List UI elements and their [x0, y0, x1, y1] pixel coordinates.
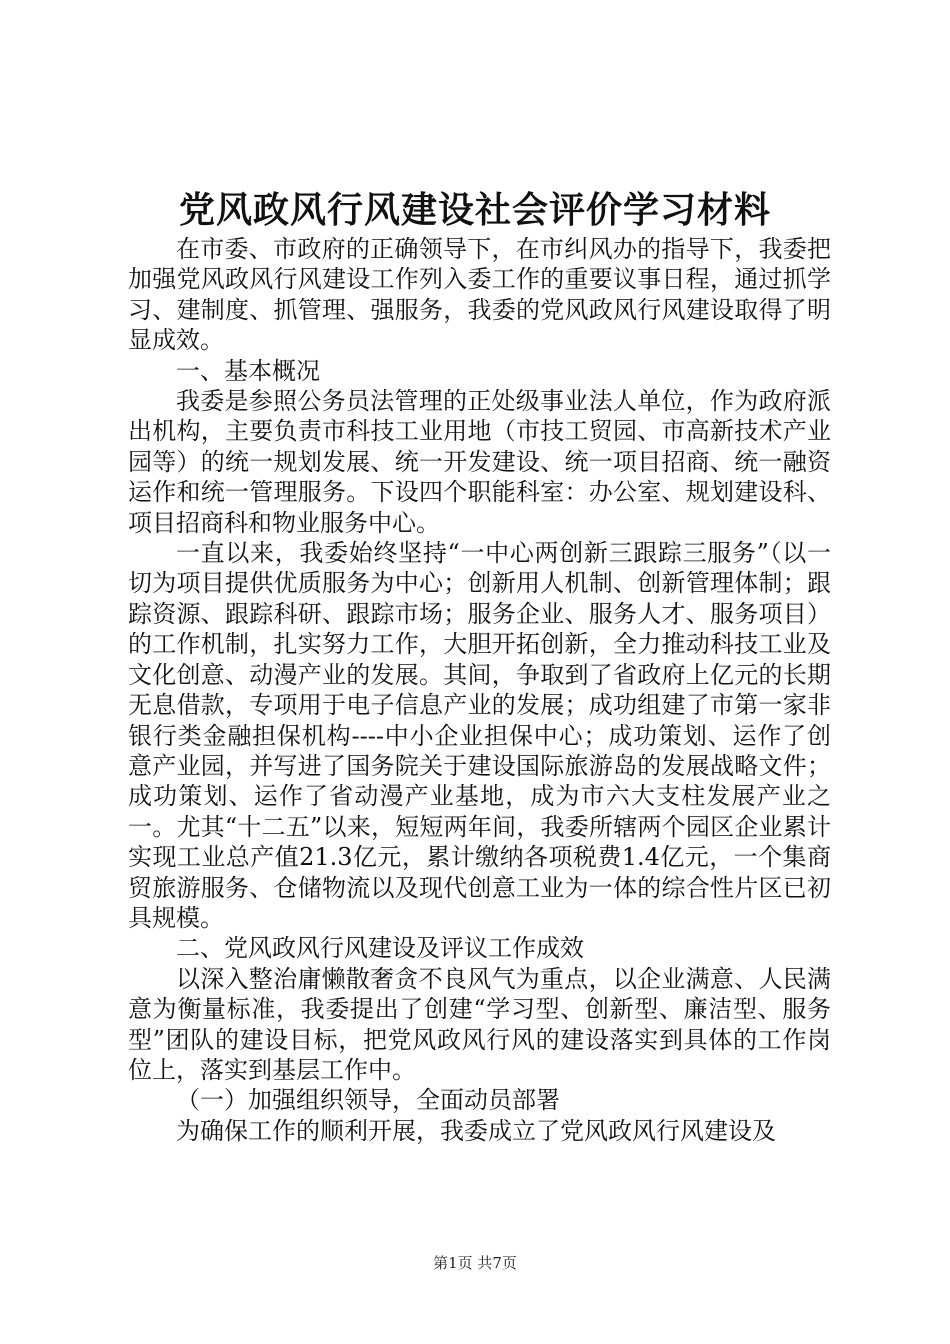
page-number: 第1页 共7页 — [433, 1254, 517, 1272]
paragraph-organization: 为确保工作的顺利开展，我委成立了党风政风行风建设及 — [176, 1116, 776, 1145]
paragraph-overview: 我委是参照公务员法管理的正处级事业法人单位，作为政府派出机构，主要负责市科技工业用地（市技工贸园、市高新技术产业园等）的统一规划发展、统一开发建设、统一项目招商、统一融资运作和统一管理服务。下设四个职能科室：办公室、规划建设科、项目招商科和物业服务中心。 — [128, 387, 831, 537]
section-heading-overview: 一、基本概况 — [176, 356, 320, 385]
section-heading-achievements: 二、党风政风行风建设及评议工作成效 — [176, 934, 584, 963]
document-title: 党风政风行风建设社会评价学习材料 — [178, 189, 771, 231]
document-body — [128, 234, 831, 1146]
subsection-heading-organization: （一）加强组织领导，全面动员部署 — [176, 1086, 560, 1115]
paragraph-work-mechanism: 一直以来，我委始终坚持“一中心两创新三跟踪三服务”（以一切为项目提供优质服务为中心；创新用人机制、创新管理体制；跟踪资源、跟踪科研、跟踪市场；服务企业、服务人才、服务项目）的工作机制，扎实努力工作，大胆开拓创新，全力推动科技工业及文化创意、动漫产业的发展。其间，争取到了省政府上亿元的长期无息借款，专项用于电子信息产业的发展；成功组建了市第一家非银行类金融担保机构----中小企业担保中心；成功策划、运作了创意产业园，并写进了国务院关于建设国际旅游岛的发展战略文件；成功策划、运作了省动漫产业基地，成为市六大支柱发展产业之一。尤其“十二五”以来，短短两年间，我委所辖两个园区企业累计实现工业总产值21.3亿元，累计缴纳各项税费1.4亿元，一个集商贸旅游服务、仓储物流以及现代创意工业为一体的综合性片区已初具规模。 — [128, 539, 831, 932]
paragraph-intro: 在市委、市政府的正确领导下，在市纠风办的指导下，我委把加强党风政风行风建设工作列入委工作的重要议事日程，通过抓学习、建制度、抓管理、强服务，我委的党风政风行风建设取得了明显成效。 — [128, 235, 831, 355]
paragraph-achievements: 以深入整治庸懒散奢贪不良风气为重点，以企业满意、人民满意为衡量标准，我委提出了创建“学习型、创新型、廉洁型、服务型”团队的建设目标，把党风政风行风的建设落实到具体的工作岗位上，落实到基层工作中。 — [128, 964, 831, 1084]
